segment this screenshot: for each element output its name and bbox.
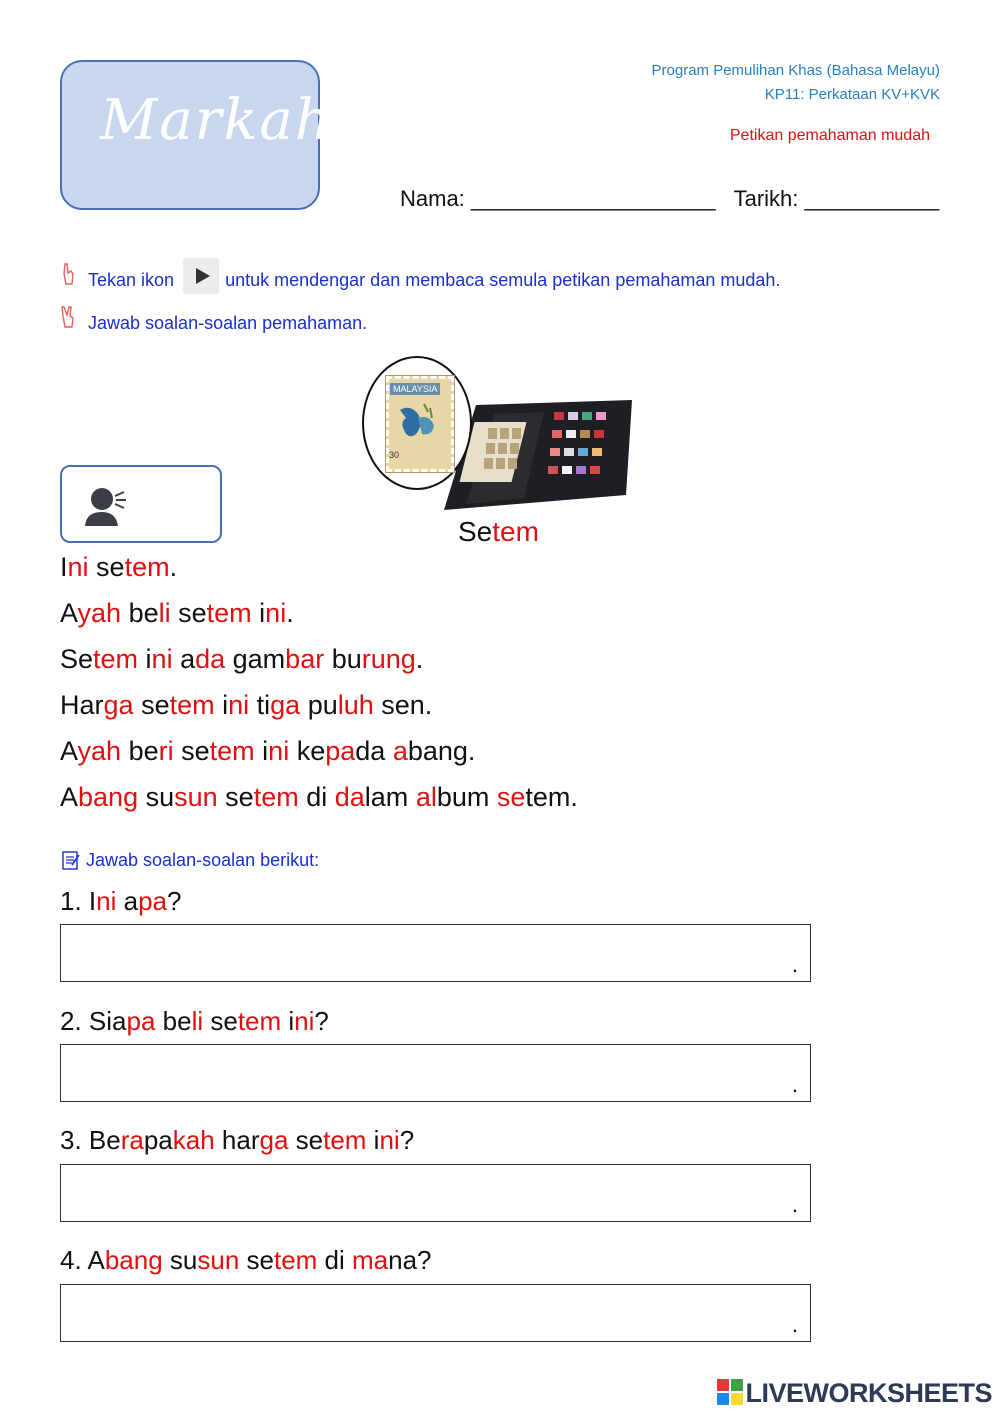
plain-syllable: Se bbox=[458, 516, 493, 547]
plain-syllable: be bbox=[155, 1006, 192, 1036]
plain-syllable: se bbox=[173, 736, 210, 766]
plain-syllable: . bbox=[286, 598, 294, 628]
passage-line-2 bbox=[60, 598, 294, 629]
instruction-listen-text-b: untuk mendengar dan membaca semula petikan pemahaman mudah. bbox=[225, 270, 781, 290]
highlight-syllable: ri bbox=[158, 736, 174, 766]
plain-syllable: se bbox=[288, 1125, 324, 1155]
highlight-syllable: tem bbox=[169, 690, 215, 720]
passage-line-3 bbox=[60, 644, 423, 675]
plain-syllable: a bbox=[116, 886, 139, 916]
nama-label: Nama: bbox=[400, 186, 465, 211]
highlight-syllable: pa bbox=[126, 1006, 156, 1036]
passage-line-6 bbox=[60, 782, 578, 813]
plain-syllable: i bbox=[366, 1125, 380, 1155]
plain-syllable: i bbox=[138, 644, 152, 674]
highlight-syllable: tem bbox=[124, 552, 170, 582]
stamp-value: 30 bbox=[389, 450, 400, 460]
highlight-syllable: ni bbox=[67, 552, 89, 582]
highlight-syllable: yah bbox=[77, 598, 122, 628]
peace-hand-icon bbox=[60, 305, 80, 335]
name-date-line bbox=[400, 186, 939, 212]
plain-syllable: be bbox=[121, 598, 159, 628]
plain-syllable: na? bbox=[388, 1245, 432, 1275]
plain-syllable: se bbox=[170, 598, 207, 628]
highlight-syllable: bang bbox=[78, 782, 139, 812]
pointing-hand-icon bbox=[60, 262, 80, 292]
plain-syllable: A bbox=[60, 736, 78, 766]
highlight-syllable: tem bbox=[492, 516, 539, 547]
highlight-syllable: ga bbox=[259, 1125, 289, 1155]
plain-syllable: se bbox=[239, 1245, 274, 1275]
plain-syllable: A bbox=[60, 598, 78, 628]
bird-icon bbox=[394, 400, 440, 446]
plain-syllable: se bbox=[88, 552, 125, 582]
plain-syllable: har bbox=[214, 1125, 260, 1155]
answer-field-2[interactable]: . bbox=[60, 1044, 811, 1102]
logo-text: LIVEWORKSHEETS bbox=[745, 1378, 992, 1408]
plain-syllable: da bbox=[355, 736, 393, 766]
instruction-listen bbox=[60, 258, 780, 294]
plain-syllable: se bbox=[203, 1006, 238, 1036]
liveworksheets-mark-icon bbox=[717, 1379, 743, 1405]
highlight-syllable: ma bbox=[352, 1245, 389, 1275]
kp-title: KP11: Perkataan KV+KVK bbox=[764, 86, 940, 103]
plain-syllable: bu bbox=[324, 644, 362, 674]
highlight-syllable: ga bbox=[270, 690, 301, 720]
plain-syllable: su bbox=[162, 1245, 198, 1275]
plain-syllable: pu bbox=[300, 690, 338, 720]
notepad-icon bbox=[62, 850, 80, 870]
plain-syllable: se bbox=[133, 690, 170, 720]
highlight-syllable: ni bbox=[294, 1006, 315, 1036]
question-3 bbox=[60, 1125, 414, 1156]
highlight-syllable: bar bbox=[285, 644, 325, 674]
plain-syllable: i bbox=[214, 690, 229, 720]
plain-syllable: a bbox=[172, 644, 196, 674]
plain-syllable: be bbox=[121, 736, 159, 766]
highlight-syllable: ni bbox=[96, 886, 117, 916]
highlight-syllable: da bbox=[195, 644, 226, 674]
questions-instruction bbox=[62, 850, 319, 871]
plain-syllable: ? bbox=[314, 1006, 329, 1036]
highlight-syllable: li bbox=[191, 1006, 204, 1036]
highlight-syllable: ni bbox=[151, 644, 173, 674]
plain-syllable: i bbox=[254, 736, 269, 766]
plain-syllable: di bbox=[317, 1245, 352, 1275]
highlight-syllable: ni bbox=[379, 1125, 400, 1155]
plain-syllable: pa bbox=[143, 1125, 173, 1155]
highlight-syllable: se bbox=[496, 782, 526, 812]
tarikh-blank[interactable]: ___________ bbox=[804, 186, 940, 211]
highlight-syllable: luh bbox=[337, 690, 374, 720]
plain-syllable: A bbox=[60, 782, 79, 812]
answer-field-4[interactable]: . bbox=[60, 1284, 811, 1342]
highlight-syllable: yah bbox=[77, 736, 122, 766]
instruction-answer-text: Jawab soalan-soalan pemahaman. bbox=[88, 313, 368, 333]
plain-syllable: 1. I bbox=[60, 886, 97, 916]
highlight-syllable: tem bbox=[237, 1006, 282, 1036]
plain-syllable: ti bbox=[249, 690, 271, 720]
highlight-syllable: tem bbox=[253, 782, 299, 812]
question-1 bbox=[60, 886, 181, 917]
passage-line-4 bbox=[60, 690, 432, 721]
plain-syllable: . bbox=[415, 644, 424, 674]
highlight-syllable: sun bbox=[197, 1245, 240, 1275]
highlight-syllable: ni bbox=[228, 690, 250, 720]
plain-syllable: 3. Be bbox=[60, 1125, 121, 1155]
plain-syllable: sen. bbox=[373, 690, 433, 720]
passage-line-1 bbox=[60, 552, 177, 583]
highlight-syllable: al bbox=[415, 782, 437, 812]
highlight-syllable: pa bbox=[138, 886, 167, 916]
plain-syllable: di bbox=[298, 782, 335, 812]
answer-field-3[interactable]: . bbox=[60, 1164, 811, 1222]
highlight-syllable: ra bbox=[120, 1125, 144, 1155]
plain-syllable: su bbox=[138, 782, 175, 812]
plain-syllable: i bbox=[281, 1006, 295, 1036]
highlight-syllable: tem bbox=[209, 736, 255, 766]
plain-syllable: i bbox=[251, 598, 266, 628]
plain-syllable: ? bbox=[167, 886, 182, 916]
plain-syllable: ke bbox=[289, 736, 326, 766]
plain-syllable: gam bbox=[225, 644, 286, 674]
instruction-answer bbox=[60, 305, 367, 335]
question-4 bbox=[60, 1245, 432, 1276]
passage-line-5 bbox=[60, 736, 475, 767]
petikan-subtitle: Petikan pemahaman mudah bbox=[729, 127, 930, 144]
highlight-syllable: rung bbox=[361, 644, 416, 674]
highlight-syllable: a bbox=[392, 736, 408, 766]
instruction-listen-text-a: Tekan ikon bbox=[88, 270, 175, 290]
plain-syllable: I bbox=[60, 552, 68, 582]
highlight-syllable: tem bbox=[273, 1245, 318, 1275]
tarikh-label: Tarikh: bbox=[733, 186, 799, 211]
markah-label: Markah bbox=[100, 88, 333, 153]
highlight-syllable: sun bbox=[174, 782, 218, 812]
answer-field-1[interactable]: . bbox=[60, 924, 811, 982]
highlight-syllable: ni bbox=[265, 598, 287, 628]
plain-syllable: lam bbox=[364, 782, 416, 812]
highlight-syllable: bang bbox=[104, 1245, 163, 1275]
plain-syllable: Se bbox=[60, 644, 94, 674]
play-icon[interactable] bbox=[183, 258, 219, 294]
plain-syllable: se bbox=[217, 782, 254, 812]
highlight-syllable: ni bbox=[268, 736, 290, 766]
plain-syllable: Har bbox=[60, 690, 104, 720]
highlight-syllable: da bbox=[334, 782, 365, 812]
stamp-country: MALAYSIA bbox=[390, 383, 440, 395]
highlight-syllable: ga bbox=[103, 690, 134, 720]
highlight-syllable: tem bbox=[93, 644, 139, 674]
highlight-syllable: tem bbox=[206, 598, 252, 628]
plain-syllable: bang. bbox=[407, 736, 476, 766]
plain-syllable: bum bbox=[436, 782, 497, 812]
picture-caption bbox=[458, 516, 539, 548]
question-2 bbox=[60, 1006, 329, 1037]
plain-syllable: tem. bbox=[525, 782, 578, 812]
highlight-syllable: tem bbox=[323, 1125, 367, 1155]
plain-syllable: 2. Sia bbox=[60, 1006, 127, 1036]
highlight-syllable: li bbox=[158, 598, 171, 628]
highlight-syllable: pa bbox=[325, 736, 356, 766]
plain-syllable: 4. A bbox=[60, 1245, 105, 1275]
program-title: Program Pemulihan Khas (Bahasa Melayu) bbox=[651, 62, 940, 79]
questions-instruction-text: Jawab soalan-soalan berikut: bbox=[86, 850, 320, 870]
plain-syllable: . bbox=[169, 552, 178, 582]
liveworksheets-logo[interactable] bbox=[717, 1378, 992, 1409]
speaking-person-icon[interactable] bbox=[82, 482, 128, 528]
plain-syllable: ? bbox=[399, 1125, 415, 1155]
highlight-syllable: kah bbox=[172, 1125, 215, 1155]
nama-blank[interactable]: ____________________ bbox=[470, 186, 716, 211]
